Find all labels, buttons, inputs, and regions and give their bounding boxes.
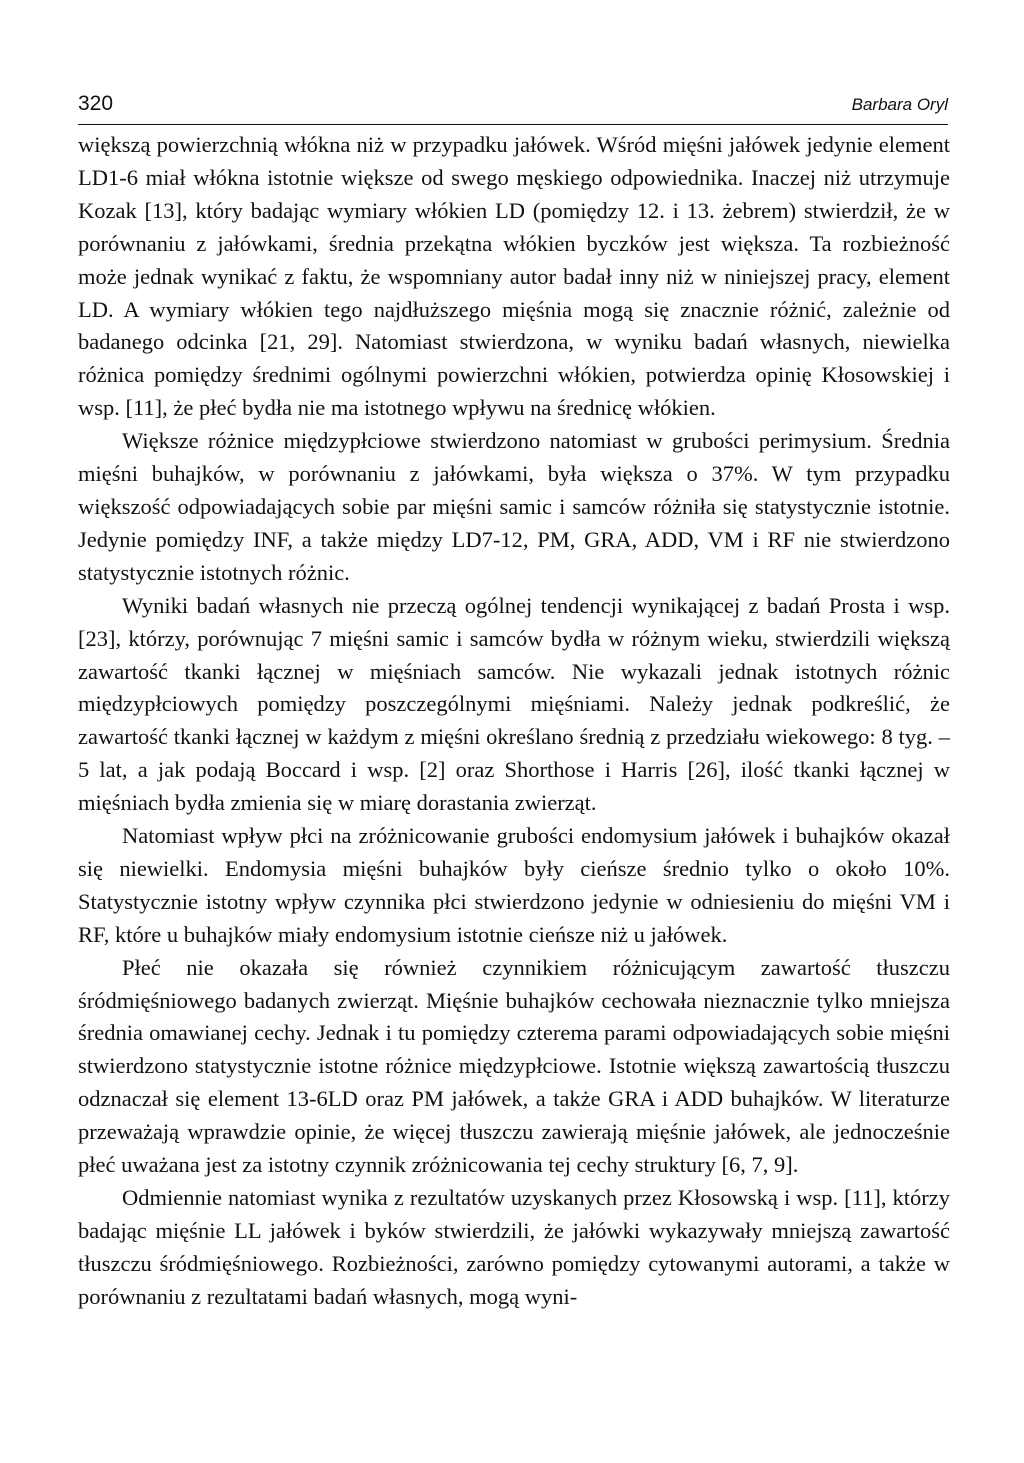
paragraph-6: Odmiennie natomiast wynika z rezultatów uzyskanych przez Kłosowską i wsp. [11], którzy badając mięśnie LL jałówek i byków stwierdzili, że jałówki wykazywały mniejszą zawartość tłuszczu śródmięśniowego. Rozbieżności, zarówno pomiędzy cytowanymi autorami, a także w porównaniu z rezultatami badań własnych, mogą wyni- (78, 1185, 950, 1309)
page-header (78, 92, 948, 125)
body-text (78, 129, 950, 1314)
paragraph-2: Większe różnice międzypłciowe stwierdzono natomiast w grubości perimysium. Średnia mięśni buhajków, w porównaniu z jałówkami, była większa o 37%. W tym przypadku większość odpowiadających sobie par mięśni samic i samców różniła się statystycznie istotnie. Jedynie pomiędzy INF, a także między LD7-12, PM, GRA, ADD, VM i RF nie stwierdzono statystycznie istotnych różnic. (78, 428, 950, 585)
paragraph-1: większą powierzchnią włókna niż w przypadku jałówek. Wśród mięśni jałówek jedynie element LD1-6 miał włókna istotnie większe od swego męskiego odpowiednika. Inaczej niż utrzymuje Kozak [13], który badając wymiary włókien LD (pomiędzy 12. i 13. żebrem) stwierdził, że w porównaniu z jałówkami, średnia przekątna włókien byczków jest większa. Ta rozbieżność może jednak wynikać z faktu, że wspomniany autor badał inny niż w niniejszej pracy, element LD. A wymiary włókien tego najdłuższego mięśnia mogą się znacznie różnić, zależnie od badanego odcinka [21, 29]. Natomiast stwierdzona, w wyniku badań własnych, niewielka różnica pomiędzy średnimi ogólnymi powierzchni włókien, potwierdza opinię Kłosowskiej i wsp. [11], że płeć bydła nie ma istotnego wpływu na średnicę włókien. (78, 132, 950, 421)
paragraph-4: Natomiast wpływ płci na zróżnicowanie grubości endomysium jałówek i buhajków okazał się niewielki. Endomysia mięśni buhajków były cieńsze średnio tylko o około 10%. Statystycznie istotny wpływ czynnika płci stwierdzono jedynie w odniesieniu do mięśni VM i RF, które u buhajków miały endomysium istotnie cieńsze niż u jałówek. (78, 823, 950, 947)
page-number: 320 (78, 92, 114, 115)
paragraph-5: Płeć nie okazała się również czynnikiem różnicującym zawartość tłuszczu śródmięśniowego badanych zwierząt. Mięśnie buhajków cechowała nieznacznie tylko mniejsza średnia omawianej cechy. Jednak i tu pomiędzy czterema parami odpowiadających sobie mięśni stwierdzono statystycznie istotne różnice międzypłciowe. Istotnie większą zawartością tłuszczu odznaczał się element 13-6LD oraz PM jałówek, a także GRA i ADD buhajków. W literaturze przeważają wprawdzie opinie, że więcej tłuszczu zawierają mięśnie jałówek, ale jednocześnie płeć uważana jest za istotny czynnik zróżnicowania tej cechy struktury [6, 7, 9]. (78, 954, 950, 1178)
paragraph-3: Wyniki badań własnych nie przeczą ogólnej tendencji wynikającej z badań Prosta i wsp. [23], którzy, porównując 7 mięśni samic i samców bydła w różnym wieku, stwierdzili większą zawartość tkanki łącznej w mięśniach samców. Nie wykazali jednak istotnych różnic międzypłciowych pomiędzy poszczególnymi mięśniami. Należy jednak podkreślić, że zawartość tkanki łącznej w każdym z mięśni określano średnią z przedziału wiekowego: 8 tyg. – 5 lat, a jak podają Boccard i wsp. [2] oraz Shorthose i Harris [26], ilość tkanki łącznej w mięśniach bydła zmienia się w miarę dorastania zwierząt. (78, 592, 950, 816)
running-head-author: Barbara Oryl (851, 95, 948, 114)
